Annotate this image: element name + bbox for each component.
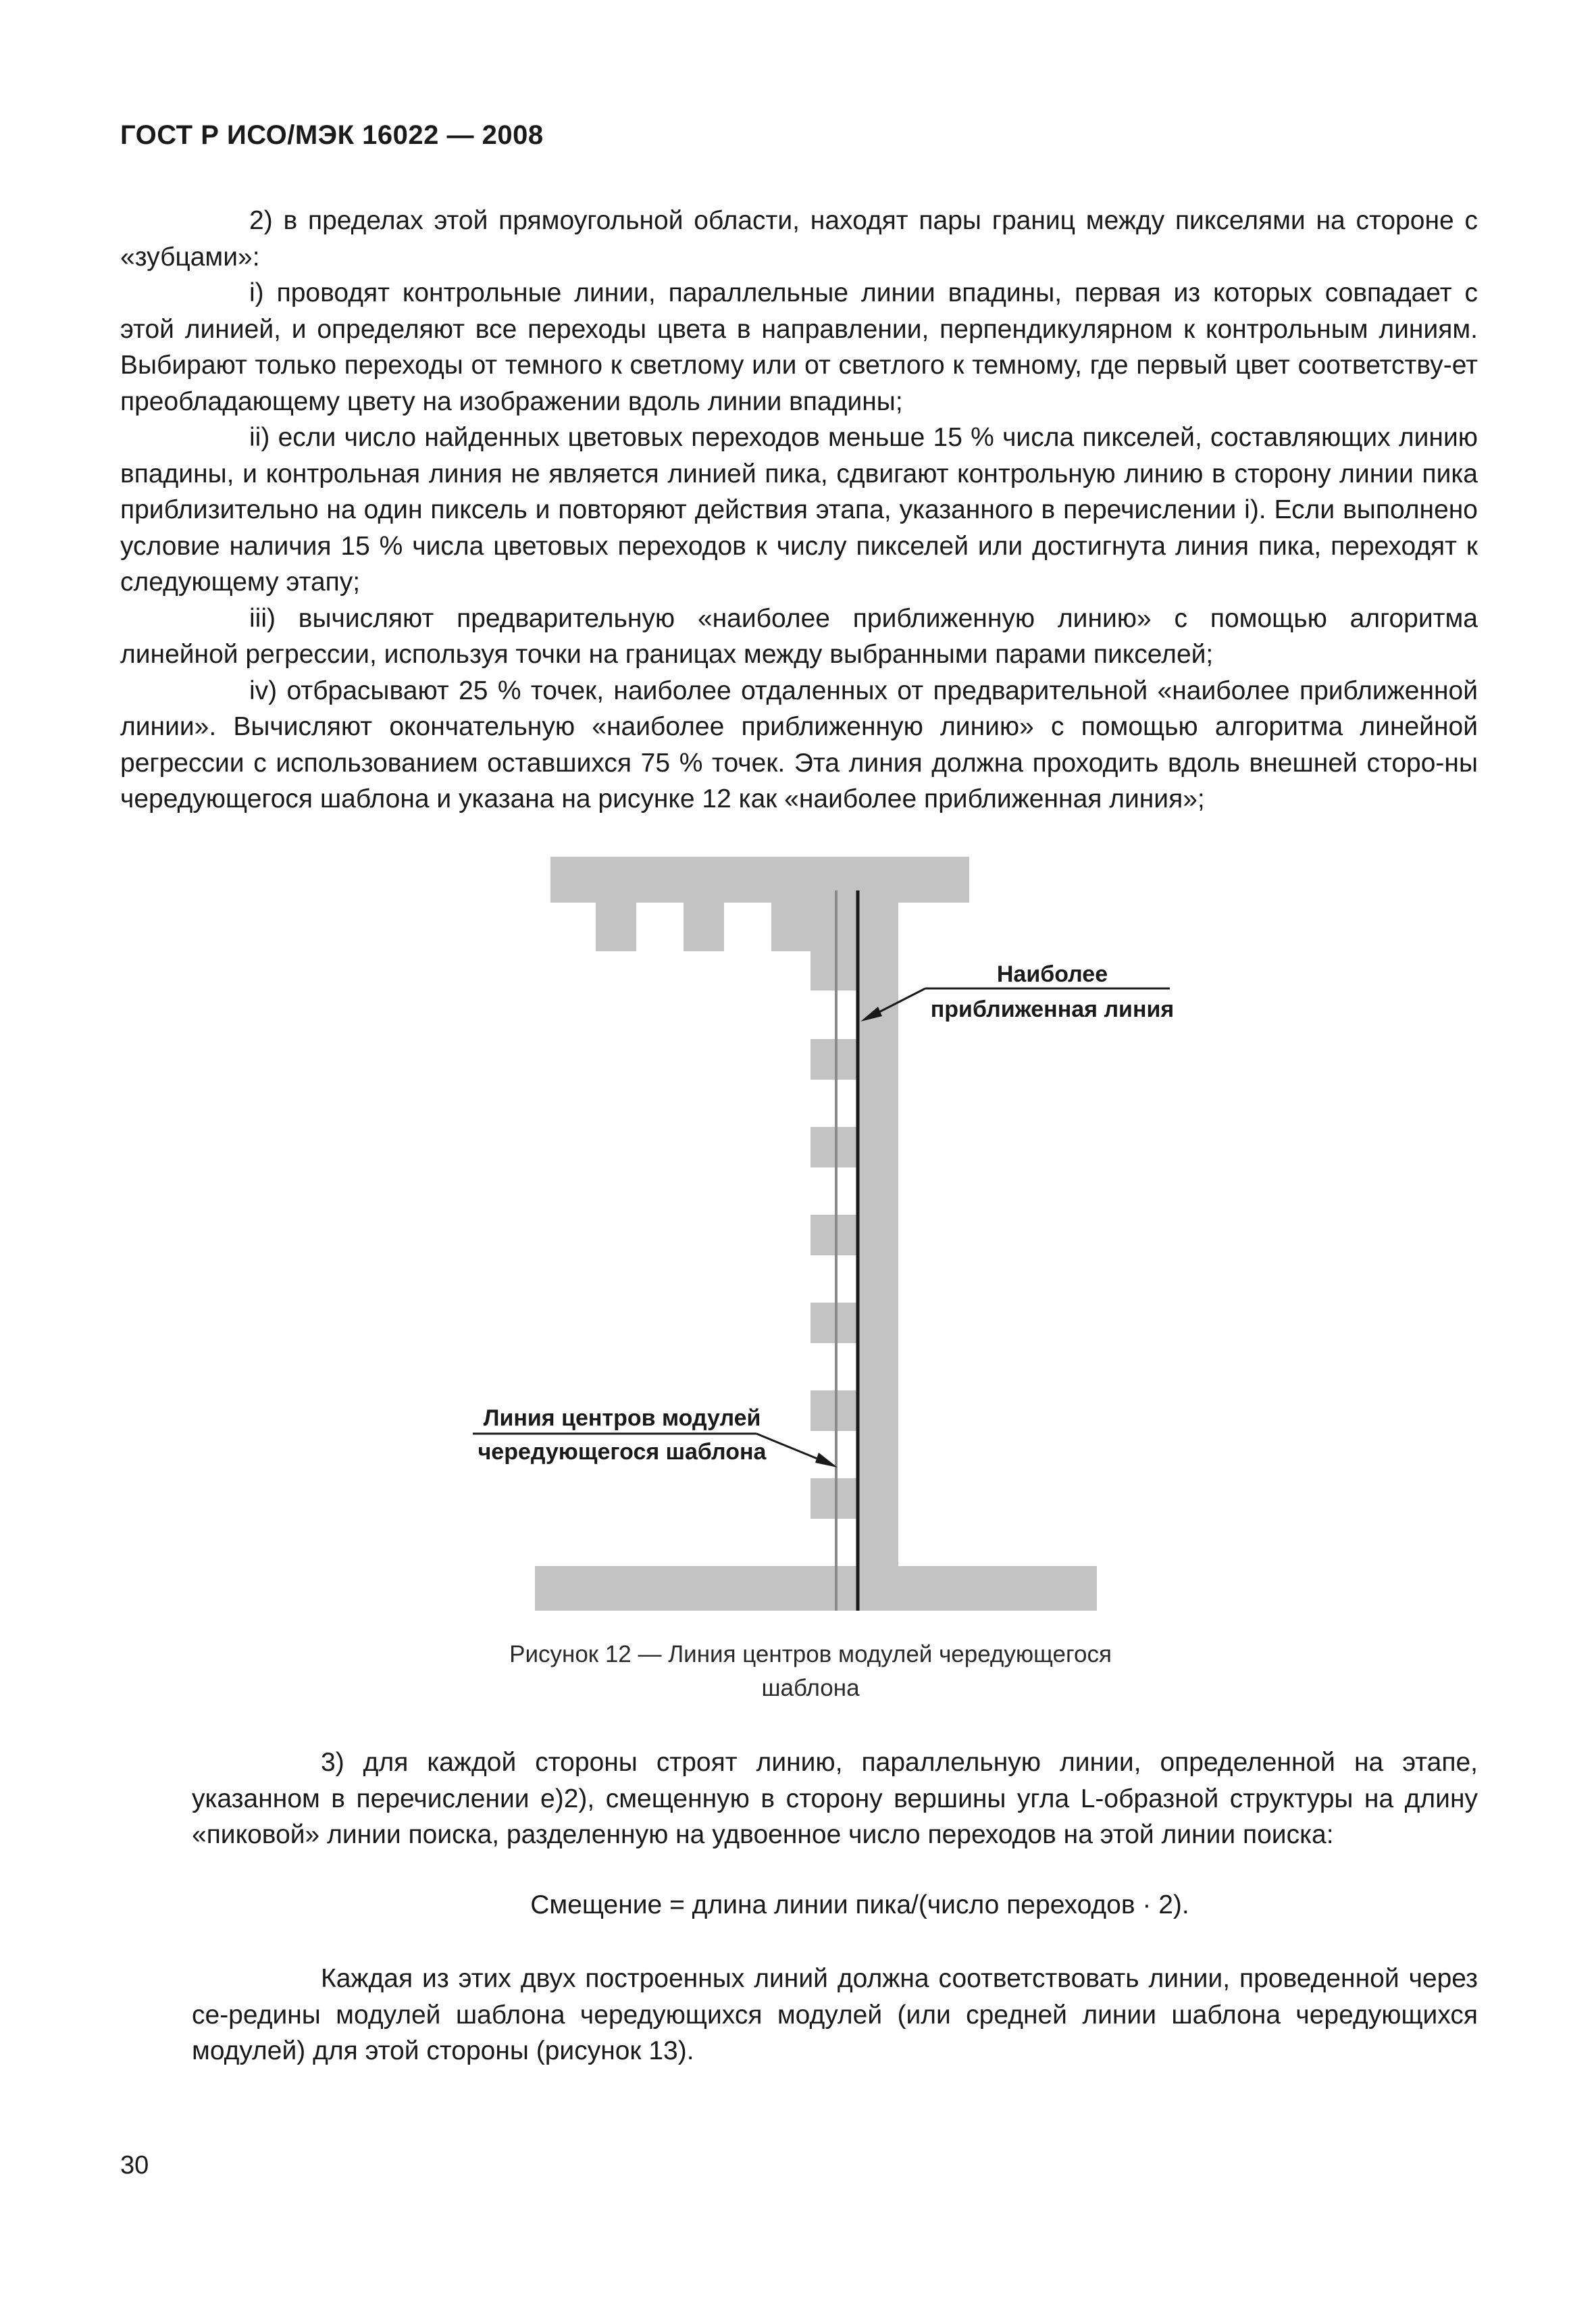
center-line-label-1: Линия центров модулей bbox=[483, 1405, 761, 1431]
body-text-final bbox=[192, 1961, 1478, 2069]
paragraph: Каждая из этих двух построенных линий должна соответствовать линии, проведенной через се-редины модулей шаблона чередующихся модулей (или средней линии шаблона чередующихся модулей) для этой стороны (рисунок 13). bbox=[192, 1964, 1478, 2065]
paragraph: iv) отбрасывают 25 % точек, наиболее отдаленных от предварительной «наиболее приближенной линии». Вычисляют окончательную «наиболее приближенную линию» с помощью алгоритма линейной регрессии с использованием оставшихся 75 % точек. Эта линия должна проходить вдоль внешней сторо-ны чередующегося шаблона и указана на рисунке 12 как «наиболее приближенная линия»; bbox=[120, 676, 1478, 813]
center-line-annotation bbox=[473, 1405, 838, 1467]
caption-line: Рисунок 12 — Линия центров модулей чередующегося bbox=[509, 1641, 1112, 1667]
best-line-annotation bbox=[860, 961, 1174, 1022]
top-bar bbox=[550, 857, 969, 903]
figure-caption bbox=[405, 1638, 1216, 1705]
formula: Смещение = длина линии пика/(число переходов · 2). bbox=[530, 1890, 1189, 1919]
page-number: 30 bbox=[120, 2151, 149, 2180]
best-line-label-2: приближенная линия bbox=[930, 997, 1175, 1022]
top-tooth bbox=[596, 903, 636, 951]
arrowhead bbox=[815, 1453, 838, 1467]
side-tooth bbox=[810, 1390, 858, 1431]
side-tooth bbox=[810, 1215, 858, 1255]
best-line-label-1: Наиболее bbox=[996, 961, 1108, 987]
caption-line: шаблона bbox=[761, 1675, 860, 1701]
body-text-bottom bbox=[192, 1744, 1478, 1853]
side-tooth bbox=[810, 903, 858, 990]
document-header: ГОСТ Р ИСО/МЭК 16022 — 2008 bbox=[120, 120, 544, 150]
paragraph: i) проводят контрольные линии, параллельные линии впадины, первая из которых совпадает с этой линией, и определяют все переходы цвета в направлении, перпендикулярном к контрольным линиям. Выбирают только переходы от темного к светлому или от светлого к темному, где первый цвет соответству-ет преобладающему цвету на изображении вдоль линии впадины; bbox=[120, 278, 1478, 416]
side-tooth bbox=[810, 1478, 858, 1519]
paragraph: 2) в пределах этой прямоугольной области, находят пары границ между пикселями на стороне с «зубцами»: bbox=[120, 206, 1478, 272]
top-tooth bbox=[684, 903, 724, 951]
bottom-bar bbox=[535, 1566, 1097, 1611]
vertical-bar bbox=[858, 903, 898, 1578]
side-tooth bbox=[810, 1127, 858, 1167]
paragraph: iii) вычисляют предварительную «наиболее приближенную линию» с помощью алгоритма линейной регрессии, используя точки на границах между выбранными парами пикселей; bbox=[120, 603, 1478, 669]
top-tooth bbox=[771, 903, 812, 951]
side-tooth bbox=[810, 1039, 858, 1080]
paragraph: ii) если число найденных цветовых переходов меньше 15 % числа пикселей, составляющих линию впадины, и контрольная линия не является линией пика, сдвигают контрольную линию в сторону линии пика приблизительно на один пиксель и повторяют действия этапа, указанного в перечислении i). Если выполнено условие наличия 15 % числа цветовых переходов к числу пикселей или достигнута линия пика, переходят к следующему этапу; bbox=[120, 423, 1478, 597]
side-tooth bbox=[810, 1303, 858, 1343]
paragraph: 3) для каждой стороны строят линию, параллельную линии, определенной на этапе, указанном в перечислении е)2), смещенную в сторону вершины угла L-образной структуры на длину «пиковой» линии поиска, разделенную на удвоенное число переходов на этой линии поиска: bbox=[192, 1748, 1478, 1849]
center-line-label-2: чередующегося шаблона bbox=[478, 1439, 767, 1465]
